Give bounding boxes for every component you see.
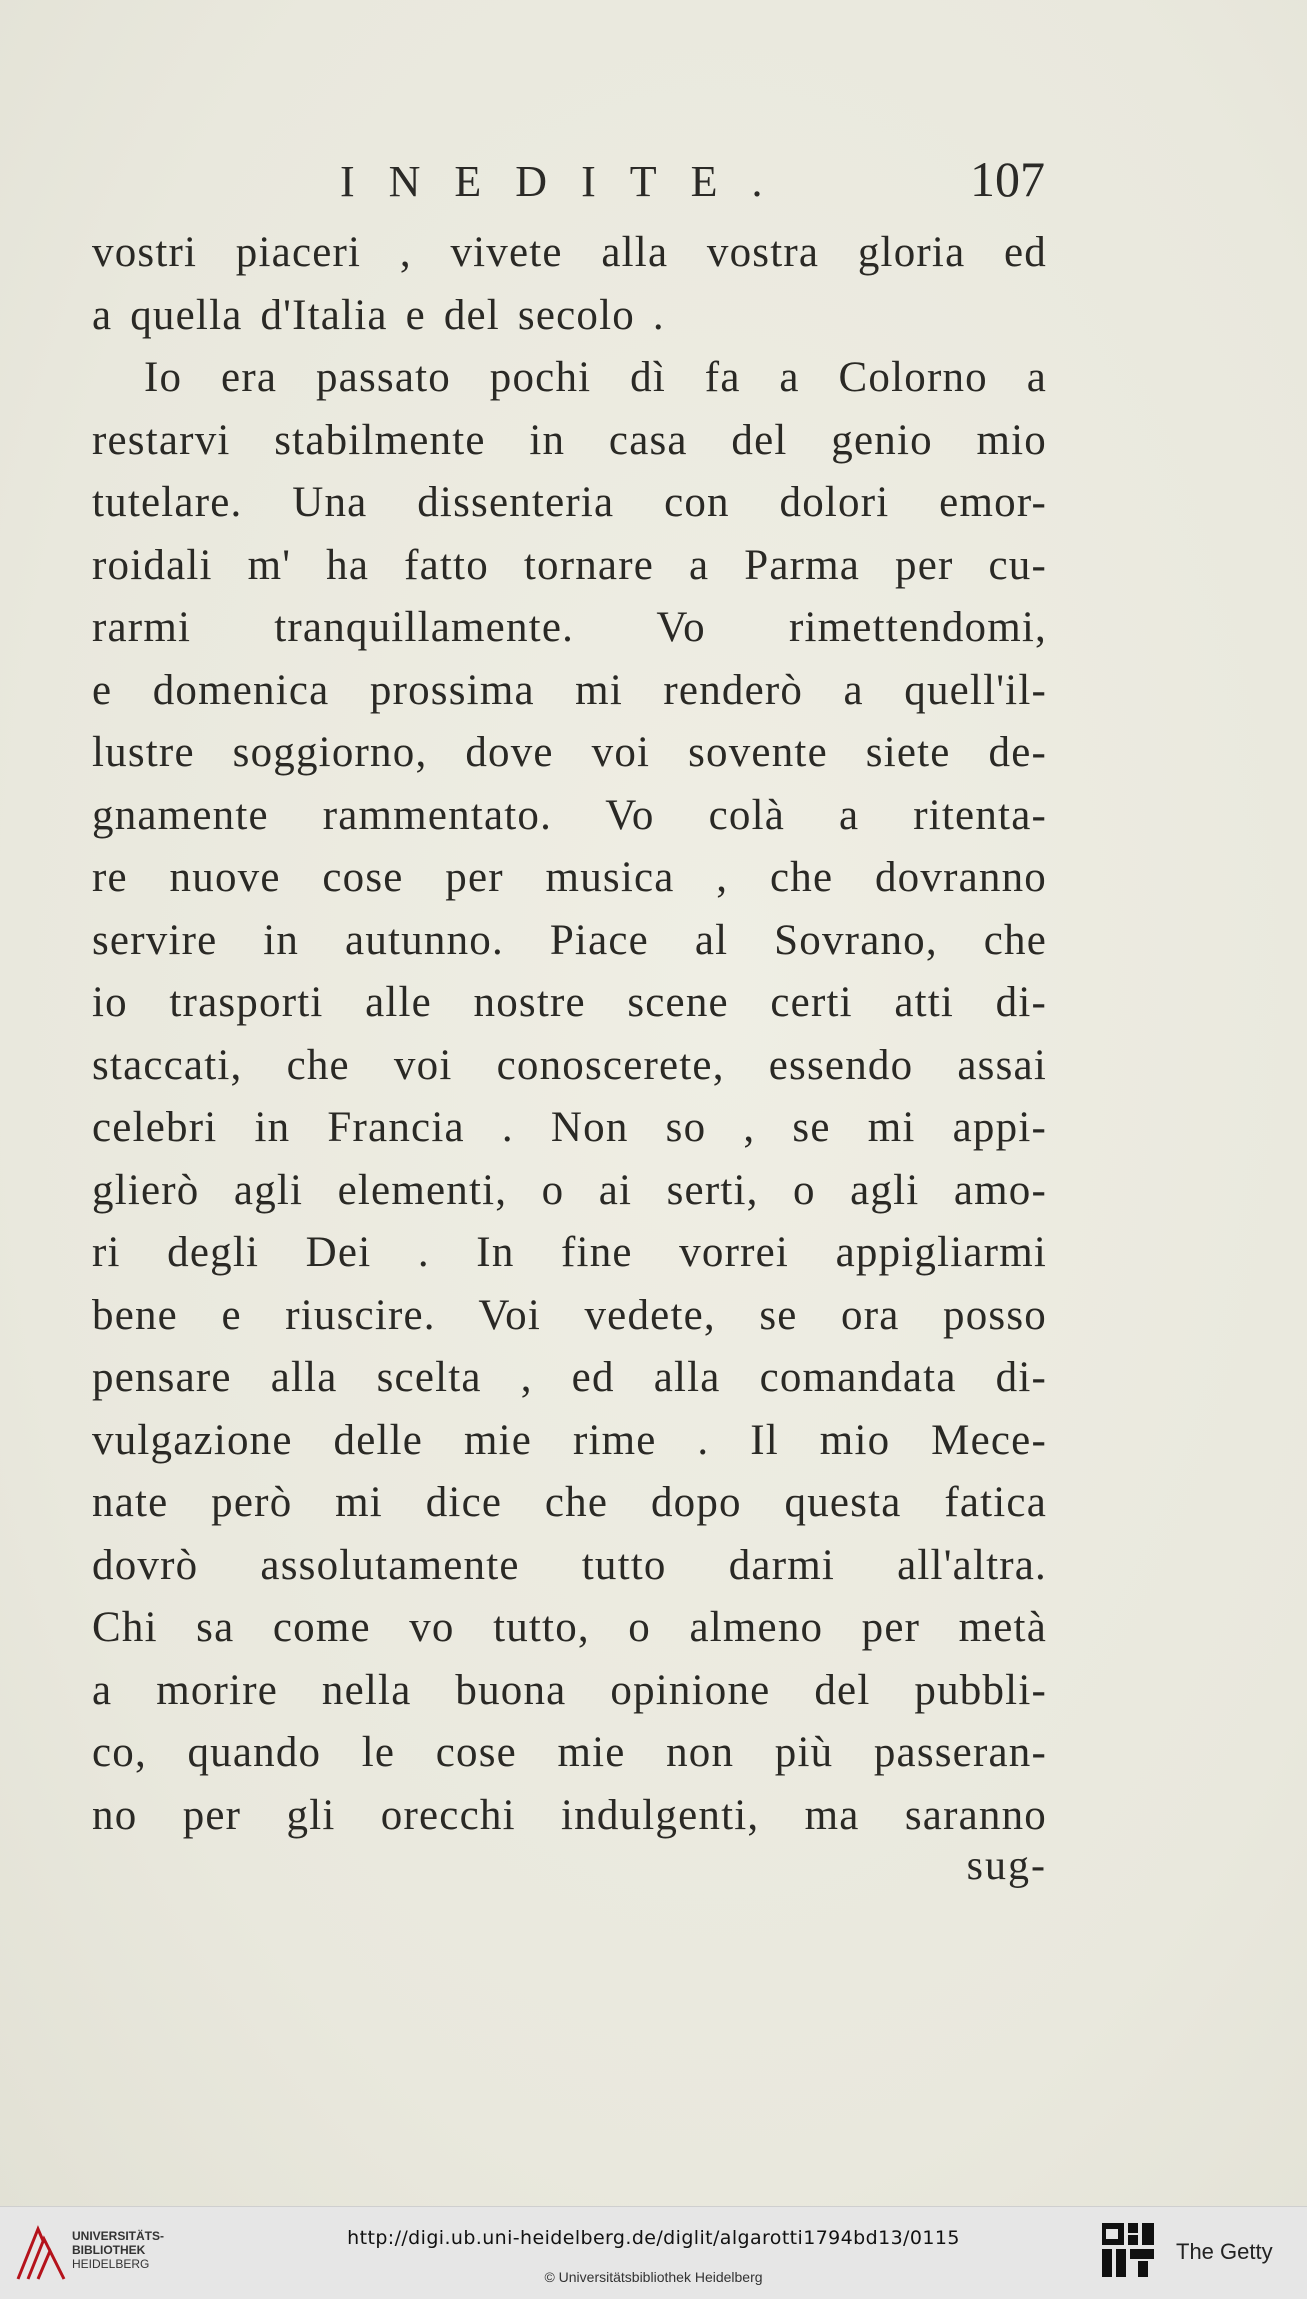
getty-name: The Getty — [1176, 2239, 1273, 2264]
library-name-line: UNIVERSITÄTS- — [72, 2229, 165, 2243]
text-line: a morire nella buona opinione del pubbli- — [92, 1666, 1047, 1714]
permalink-url[interactable]: http://digi.ub.uni-heidelberg.de/diglit/algarotti1794bd13/0115 — [347, 2227, 960, 2249]
text-line: co, quando le cose mie non più passeran- — [92, 1729, 1047, 1776]
text-line: lustre soggiorno, dove voi sovente siete de- — [92, 729, 1047, 776]
text-line: dovrò assolutamente tutto darmi all'altra. — [92, 1541, 1047, 1589]
text-line: ri degli Dei . In fine vorrei appigliarmi — [92, 1229, 1047, 1276]
catchword: sug- — [966, 1843, 1047, 1889]
text-line: vostri piaceri , vivete alla vostra gloria ed — [92, 229, 1047, 276]
text-line: staccati, che voi conoscerete, essendo assai — [92, 1041, 1047, 1089]
getty-logo-icon — [1100, 2221, 1156, 2281]
text-line: celebri in Francia . Non so , se mi appi- — [92, 1104, 1047, 1151]
text-line: re nuove cose per musica , che dovranno — [92, 854, 1047, 901]
text-line: no per gli orecchi indulgenti, ma saranno — [92, 1791, 1047, 1839]
page-header — [95, 148, 1045, 218]
text-line: e domenica prossima mi renderò a quell'il- — [92, 666, 1047, 714]
text-line: pensare alla scelta , ed alla comandata di- — [92, 1354, 1047, 1401]
body-text — [92, 222, 1047, 1847]
text-line: servire in autunno. Piace al Sovrano, che — [92, 916, 1047, 964]
text-line: vulgazione delle mie rime . Il mio Mece- — [92, 1416, 1047, 1464]
viewer-footer — [0, 2206, 1307, 2299]
text-line: rarmi tranquillamente. Vo rimettendomi, — [92, 604, 1047, 651]
text-line: roidali m' ha fatto tornare a Parma per cu- — [92, 541, 1047, 589]
text-line: io trasporti alle nostre scene certi atti di- — [92, 979, 1047, 1026]
text-line: glierò agli elementi, o ai serti, o agli amo- — [92, 1166, 1047, 1214]
text-line: tutelare. Una dissenteria con dolori emor- — [92, 479, 1047, 526]
text-line: Chi sa come vo tutto, o almeno per metà — [92, 1604, 1047, 1651]
copyright-notice: © Universitätsbibliothek Heidelberg — [544, 2269, 763, 2285]
library-name-line: BIBLIOTHEK — [72, 2243, 146, 2257]
library-name-line: HEIDELBERG — [72, 2257, 150, 2271]
page-number: 107 — [970, 151, 1045, 207]
text-line: bene e riuscire. Voi vedete, se ora posso — [92, 1291, 1047, 1339]
text-line: a quella d'Italia e del secolo . — [92, 291, 665, 339]
running-title: INEDITE. — [340, 157, 797, 206]
text-line: gnamente rammentato. Vo colà a ritenta- — [92, 791, 1047, 839]
text-line: nate però mi dice che dopo questa fatica — [92, 1479, 1047, 1526]
text-line: restarvi stabilmente in casa del genio mio — [92, 416, 1047, 464]
text-line: Io era passato pochi dì fa a Colorno a — [144, 354, 1047, 401]
